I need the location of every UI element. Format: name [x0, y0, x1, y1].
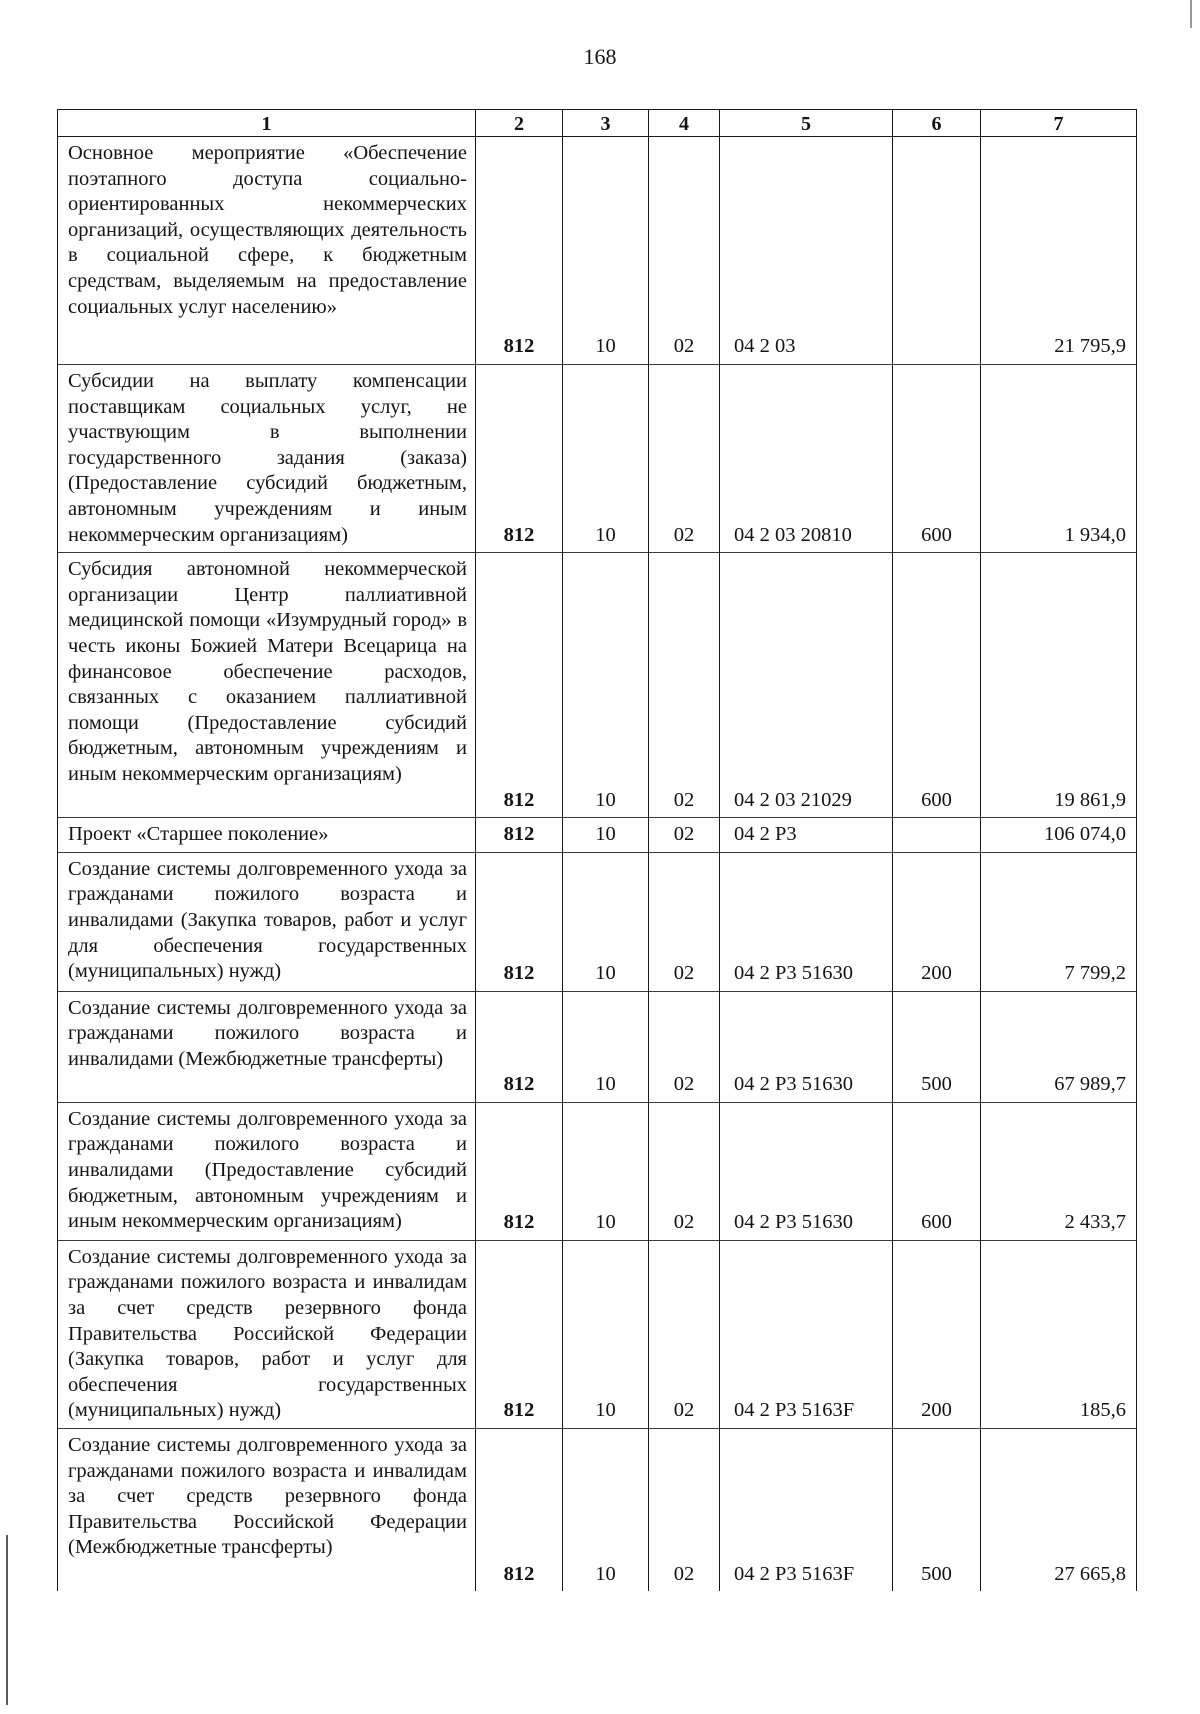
- ministry-code: 812: [476, 1102, 563, 1240]
- column-header: 6: [893, 110, 981, 137]
- expense-type-code: 500: [893, 991, 981, 1102]
- amount: 27 665,8: [981, 1428, 1137, 1591]
- column-header: 3: [563, 110, 649, 137]
- scan-edge-mark: [6, 1535, 8, 1705]
- expense-type-code: 600: [893, 1102, 981, 1240]
- section-code: 10: [563, 852, 649, 991]
- table-header-row: [58, 110, 1137, 137]
- table-row: [58, 1240, 1137, 1428]
- target-article-code: 04 2 03 20810: [720, 365, 893, 553]
- target-article-code: 04 2 P3 5163F: [720, 1240, 893, 1428]
- row-description: Проект «Старшее поколение»: [58, 818, 476, 853]
- amount: 1 934,0: [981, 365, 1137, 553]
- budget-table-container: [57, 109, 1136, 1591]
- amount: 7 799,2: [981, 852, 1137, 991]
- subsection-code: 02: [649, 1240, 720, 1428]
- table-row: [58, 1102, 1137, 1240]
- expense-type-code: 500: [893, 1428, 981, 1591]
- target-article-code: 04 2 P3 51630: [720, 1102, 893, 1240]
- table-row: [58, 818, 1137, 853]
- ministry-code: 812: [476, 137, 563, 365]
- section-code: 10: [563, 553, 649, 818]
- page-number: 168: [583, 44, 617, 69]
- table-row: [58, 365, 1137, 553]
- subsection-code: 02: [649, 852, 720, 991]
- section-code: 10: [563, 1102, 649, 1240]
- expense-type-code: [893, 818, 981, 853]
- amount: 21 795,9: [981, 137, 1137, 365]
- target-article-code: 04 2 P3: [720, 818, 893, 853]
- row-description: Создание системы долговременного ухода за гражданами пожилого возраста и инвалидами (Предоставление субсидий бюджетным, автономным учреждениям и иным некоммерческим организациям): [58, 1102, 476, 1240]
- scan-edge-mark: [1190, 0, 1192, 28]
- expense-type-code: 600: [893, 365, 981, 553]
- column-header: 4: [649, 110, 720, 137]
- ministry-code: 812: [476, 818, 563, 853]
- target-article-code: 04 2 P3 51630: [720, 852, 893, 991]
- expense-type-code: 600: [893, 553, 981, 818]
- row-description: Создание системы долговременного ухода за гражданами пожилого возраста и инвалидам за счет средств резервного фонда Правительства Российской Федерации (Закупка товаров, работ и услуг для обеспечения государственных (муниципальных) нужд): [58, 1240, 476, 1428]
- section-code: 10: [563, 1240, 649, 1428]
- amount: 2 433,7: [981, 1102, 1137, 1240]
- subsection-code: 02: [649, 818, 720, 853]
- section-code: 10: [563, 365, 649, 553]
- ministry-code: 812: [476, 365, 563, 553]
- section-code: 10: [563, 137, 649, 365]
- ministry-code: 812: [476, 553, 563, 818]
- section-code: 10: [563, 1428, 649, 1591]
- subsection-code: 02: [649, 553, 720, 818]
- expense-type-code: 200: [893, 852, 981, 991]
- section-code: 10: [563, 818, 649, 853]
- amount: 106 074,0: [981, 818, 1137, 853]
- column-header: 5: [720, 110, 893, 137]
- target-article-code: 04 2 03: [720, 137, 893, 365]
- table-row: [58, 553, 1137, 818]
- amount: 19 861,9: [981, 553, 1137, 818]
- row-description: Создание системы долговременного ухода за гражданами пожилого возраста и инвалидами (Межбюджетные трансферты): [58, 991, 476, 1102]
- target-article-code: 04 2 03 21029: [720, 553, 893, 818]
- column-header: 7: [981, 110, 1137, 137]
- subsection-code: 02: [649, 1102, 720, 1240]
- ministry-code: 812: [476, 1240, 563, 1428]
- amount: 185,6: [981, 1240, 1137, 1428]
- column-header: 1: [58, 110, 476, 137]
- table-row: [58, 1428, 1137, 1591]
- column-header: 2: [476, 110, 563, 137]
- table-row: [58, 991, 1137, 1102]
- row-description: Основное мероприятие «Обеспечение поэтапного доступа социально-ориентированных некоммерческих организаций, осуществляющих деятельность в социальной сфере, к бюджетным средствам, выделяемым на предоставление социальных услуг населению»: [58, 137, 476, 365]
- subsection-code: 02: [649, 137, 720, 365]
- subsection-code: 02: [649, 1428, 720, 1591]
- row-description: Создание системы долговременного ухода за гражданами пожилого возраста и инвалидам за счет средств резервного фонда Правительства Российской Федерации (Межбюджетные трансферты): [58, 1428, 476, 1591]
- subsection-code: 02: [649, 991, 720, 1102]
- target-article-code: 04 2 P3 5163F: [720, 1428, 893, 1591]
- table-row: [58, 852, 1137, 991]
- budget-table: [57, 109, 1137, 1591]
- row-description: Субсидия автономной некоммерческой организации Центр паллиативной медицинской помощи «Изумрудный город» в честь иконы Божией Матери Всецарица на финансовое обеспечение расходов, связанных с оказанием паллиативной помощи (Предоставление субсидий бюджетным, автономным учреждениям и иным некоммерческим организациям): [58, 553, 476, 818]
- expense-type-code: [893, 137, 981, 365]
- target-article-code: 04 2 P3 51630: [720, 991, 893, 1102]
- table-row: [58, 137, 1137, 365]
- section-code: 10: [563, 991, 649, 1102]
- subsection-code: 02: [649, 365, 720, 553]
- ministry-code: 812: [476, 991, 563, 1102]
- expense-type-code: 200: [893, 1240, 981, 1428]
- row-description: Субсидии на выплату компенсации поставщикам социальных услуг, не участвующим в выполнении государственного задания (заказа) (Предоставление субсидий бюджетным, автономным учреждениям и иным некоммерческим организациям): [58, 365, 476, 553]
- ministry-code: 812: [476, 852, 563, 991]
- ministry-code: 812: [476, 1428, 563, 1591]
- amount: 67 989,7: [981, 991, 1137, 1102]
- row-description: Создание системы долговременного ухода за гражданами пожилого возраста и инвалидами (Закупка товаров, работ и услуг для обеспечения государственных (муниципальных) нужд): [58, 852, 476, 991]
